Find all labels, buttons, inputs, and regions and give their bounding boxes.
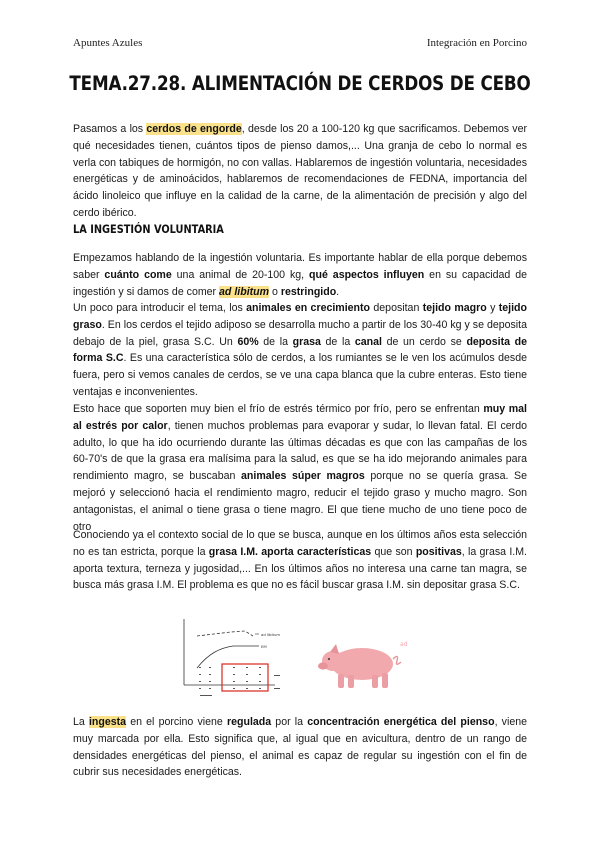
bold-text: canal — [354, 335, 382, 348]
paragraph-intro — [73, 121, 527, 222]
text: que son — [371, 545, 416, 558]
paragraph-heat-stress — [73, 401, 527, 535]
bold-text: qué aspectos influyen — [309, 268, 425, 281]
paragraph-tissue — [73, 300, 527, 401]
text: por la — [271, 716, 308, 728]
bold-text: tejido magro — [422, 302, 487, 314]
text: Un poco para introducir el tema, los — [73, 302, 247, 314]
text: Conociendo ya el contexto social de lo que se busca, aunque en los últimos años esta selección no es tan estricta, porque la — [73, 529, 527, 558]
paragraph-im-fat — [73, 527, 527, 594]
bold-text: concentración energética del pienso — [307, 716, 495, 728]
bold-text: muy mal al estrés por calor — [73, 403, 527, 432]
header-left: Apuntes Azules — [73, 37, 143, 49]
text: . Es una característica sólo de cerdos, a los rumiantes se le ven los acúmulos desde fuera, pero si vemos canales de cerdos, se ve una capa blanca que la cubre enteras. Esto tiene ventajas e inconvenientes. — [73, 352, 527, 398]
text: o — [269, 285, 281, 298]
bold-text: restringido — [280, 285, 337, 298]
text: , la grasa I.M. aporta textura, terneza y jugosidad,... En los últimos años no interesa una carne tan magra, se busca más grasa I.M. El problema es que no es fácil buscar grasa I.M. sin depositar grasa S.C. — [73, 545, 527, 592]
legend-label-1: ad libitum — [261, 632, 281, 637]
text: . — [336, 285, 340, 298]
bold-text: tejido graso — [73, 302, 527, 331]
bold-text: animales en crecimiento — [246, 302, 371, 314]
bold-text: animales súper magros — [241, 470, 365, 483]
text: de la — [320, 335, 355, 348]
header-right: Integración en Porcino — [426, 37, 527, 49]
pig-illustration — [316, 631, 416, 695]
text: , desde los 20 a 100-120 kg que sacrificamos. Debemos ver qué necesidades tienen, cuántos tipos de pienso damos,... Una granja de cebo lo normal es verla con tabiques de hormigón, no con vallas. Hablaremos de ingestión voluntaria, necesidades energéticas y de aminoácidos, hablaremos de recomendaciones de FEDNA, importancia del ácido linoleico que influye en la calidad de la carne, de la alimentación de precisión y algo del cerdo ibérico. — [73, 123, 527, 219]
section-heading: LA INGESTIÓN VOLUNTARIA — [73, 222, 224, 236]
page-title: TEMA.27.28. ALIMENTACIÓN DE CERDOS DE CEBO — [69, 72, 531, 95]
text: depositan — [370, 302, 423, 314]
highlight-text: ingesta — [88, 716, 127, 728]
text: La — [73, 716, 89, 728]
text: . En los cerdos el tejido adiposo se desarrolla mucho a partir de los 30-40 kg y se deposita debajo de la piel, grasa S.C. Un — [73, 318, 527, 348]
pig-tag: ad — [400, 641, 408, 648]
text: una animal de 20-100 kg, — [171, 268, 310, 281]
text: y — [486, 302, 499, 314]
pig-leg — [382, 673, 388, 688]
text: en su capacidad de ingestión y si damos de comer — [73, 268, 527, 298]
bold-text: deposita de forma S.C — [73, 335, 528, 365]
pig-leg — [338, 674, 344, 688]
pig-tail — [393, 656, 401, 664]
pig-leg — [348, 675, 354, 688]
pig-eye — [328, 658, 330, 660]
pig-leg — [372, 675, 378, 688]
text: Empezamos hablando de la ingestión voluntaria. Es importante hablar de ella porque debemos saber — [73, 252, 527, 281]
paragraph-ingestion — [73, 250, 527, 300]
highlight-text: cerdos de engorde — [146, 123, 242, 135]
text: Pasamos a los — [73, 123, 147, 135]
paragraph-regulation — [73, 714, 527, 781]
highlight-text: ad libitum — [219, 285, 270, 298]
text: porque no se quería grasa. Se mejoró y seleccionó hacia el rendimiento magro, reducir el tejido graso y mucho magro. Son antagonistas, el animal o tiene grasa o tiene magro. El que tiene mucho de uno tiene poco de otro — [73, 470, 527, 533]
pig-snout — [318, 662, 328, 669]
text: de la — [258, 335, 293, 348]
text: , viene muy marcada por ella. Esto significa que, al igual que en avicultura, dentro de un rango de densidades energéticas del pienso, el animal es capaz de regular su ingestión con el fin de cubrir sus necesidades energéticas. — [73, 716, 527, 779]
text: , tienen muchos problemas para evaporar y sudar, lo llevan fatal. El cerdo adulto, lo que ha ido ocurriendo durante las últimas décadas es que con las campañas de los 60-70's de que la grasa era malísima para la salud, es que se ha ido mejorando animales para rendimiento magro, se buscaban — [73, 419, 527, 483]
bold-text: positivas — [415, 545, 462, 558]
bold-text: regulada — [226, 716, 272, 728]
growth-chart — [175, 615, 305, 707]
intake-curve — [197, 631, 253, 636]
text: en el porcino viene — [126, 716, 227, 728]
text: Esto hace que soporten muy bien el frío de estrés térmico por frío, pero se enfrentan — [73, 403, 484, 415]
bold-text: grasa — [292, 335, 321, 348]
bold-text: 60% — [237, 335, 259, 348]
energy-curve — [197, 646, 259, 668]
highlight-box — [222, 664, 268, 691]
bold-text: cuánto come — [104, 268, 172, 281]
legend-label-2: EM — [261, 644, 267, 649]
text: de un cerdo se — [381, 335, 467, 348]
figure — [73, 615, 527, 705]
bold-text: grasa I.M. aporta características — [208, 545, 372, 558]
